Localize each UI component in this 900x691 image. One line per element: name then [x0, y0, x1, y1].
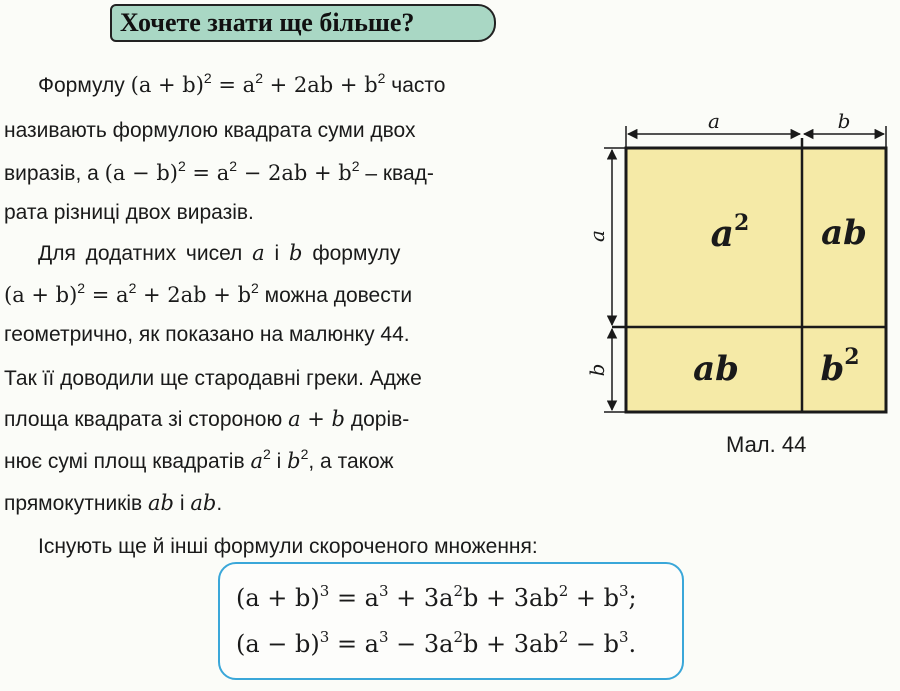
label-top-b: b — [837, 109, 851, 133]
cube-sum-formula — [236, 584, 637, 612]
formula-part: (a − b) — [236, 630, 320, 658]
formula-part: (a + b) — [4, 283, 78, 307]
exponent: 3 — [379, 582, 389, 600]
para2-line3: геометрично, як показано на малюнку 44. — [4, 323, 410, 346]
cell-ab-top: ab — [821, 213, 867, 253]
text: формулу — [302, 242, 401, 265]
para1-line3 — [4, 158, 560, 189]
text: часто — [385, 74, 446, 97]
exponent: 2 — [558, 628, 569, 646]
exponent: 2 — [255, 70, 263, 86]
formula-part: = a — [85, 283, 129, 307]
figure-caption: Мал. 44 — [726, 432, 807, 457]
square-fill — [626, 148, 886, 412]
exponent: 2 — [77, 280, 86, 296]
formula-part: − 3a — [388, 630, 454, 658]
exponent: 2 — [377, 70, 386, 86]
exponent: 3 — [379, 628, 389, 646]
para2-line1 — [4, 238, 594, 269]
formula-part: b + 3ab — [463, 584, 559, 612]
para1-line4: рата різниці двох виразів. — [4, 201, 254, 224]
variable: ab — [190, 491, 217, 515]
exponent: 2 — [300, 446, 309, 462]
exponent: 2 — [203, 70, 212, 86]
exponent: 2 — [128, 280, 137, 296]
square-diagram — [585, 108, 895, 418]
para2-line5 — [4, 404, 560, 435]
text: прямокутників — [4, 492, 149, 515]
text: і — [270, 450, 288, 473]
exponent: 2 — [453, 582, 464, 600]
formula-part: ; — [628, 584, 637, 612]
exponent: 2 — [229, 158, 238, 174]
formula-part: . — [628, 630, 637, 658]
text: . — [216, 492, 223, 515]
formula-part: (a + b) — [236, 584, 320, 612]
text: Формулу — [38, 74, 131, 97]
formula-part: a + b — [288, 407, 345, 431]
exponent: 2 — [351, 158, 360, 174]
text: Для додатних чисел — [38, 242, 253, 265]
formula-part: = a — [211, 73, 256, 97]
label-side-b: b — [585, 363, 609, 377]
formula-part: + 2ab + b — [136, 283, 252, 307]
section-heading: Хочете знати ще більше? — [110, 4, 496, 42]
exponent: 2 — [177, 158, 186, 174]
variable: b — [287, 449, 301, 473]
text: і — [264, 242, 290, 265]
cell-a-squared: $a^2$ — [710, 210, 750, 255]
label-side-a: a — [585, 230, 609, 242]
cell-b-squared: $b^2$ — [820, 344, 860, 389]
exponent: 3 — [319, 628, 330, 646]
exponent: 2 — [453, 628, 464, 646]
exponent: 3 — [619, 628, 629, 646]
exponent: 2 — [558, 582, 569, 600]
formula-part: (a + b) — [130, 73, 204, 97]
text: нює сумі площ квадратів — [4, 450, 251, 473]
cube-difference-formula — [236, 630, 636, 658]
para2-line6 — [4, 446, 560, 477]
text: – квад- — [359, 162, 434, 185]
text: , а також — [308, 450, 394, 473]
exponent: 3 — [319, 582, 330, 600]
formula-part: = a — [185, 161, 230, 185]
text: виразів, а — [4, 162, 105, 185]
exponent: 2 — [263, 446, 271, 462]
text: і — [174, 492, 191, 515]
exponent: 3 — [619, 582, 629, 600]
formula-part: (a − b) — [104, 161, 178, 185]
formula-part: b + 3ab — [463, 630, 559, 658]
para3: Існують ще й інші формули скороченого множення: — [38, 535, 538, 558]
para2-line2 — [4, 280, 560, 311]
exponent: 2 — [251, 280, 259, 296]
formula-box — [218, 562, 684, 680]
para1-line2: називають формулою квадрата суми двох — [4, 119, 416, 142]
formula-part: − b — [568, 630, 619, 658]
formula-part: = a — [329, 584, 379, 612]
variable: a — [250, 449, 263, 473]
label-top-a: a — [708, 109, 720, 133]
cell-ab-bottom: ab — [693, 349, 739, 389]
formula-part: + 2ab + b — [262, 73, 378, 97]
formula-part: = a — [329, 630, 379, 658]
para2-line4: Так її доводили ще стародавні греки. Адже — [4, 367, 422, 390]
formula-part: − 2ab + b — [237, 161, 352, 185]
variable: b — [289, 241, 303, 265]
para2-line7 — [4, 488, 560, 519]
formula-part: + 3a — [388, 584, 454, 612]
text: можна довести — [258, 284, 413, 307]
text: площа квадрата зі стороною — [4, 408, 289, 431]
para1-line1 — [4, 70, 594, 101]
formula-part: + b — [568, 584, 619, 612]
text: дорів- — [345, 408, 410, 431]
variable: ab — [148, 491, 174, 515]
variable: a — [252, 241, 265, 265]
